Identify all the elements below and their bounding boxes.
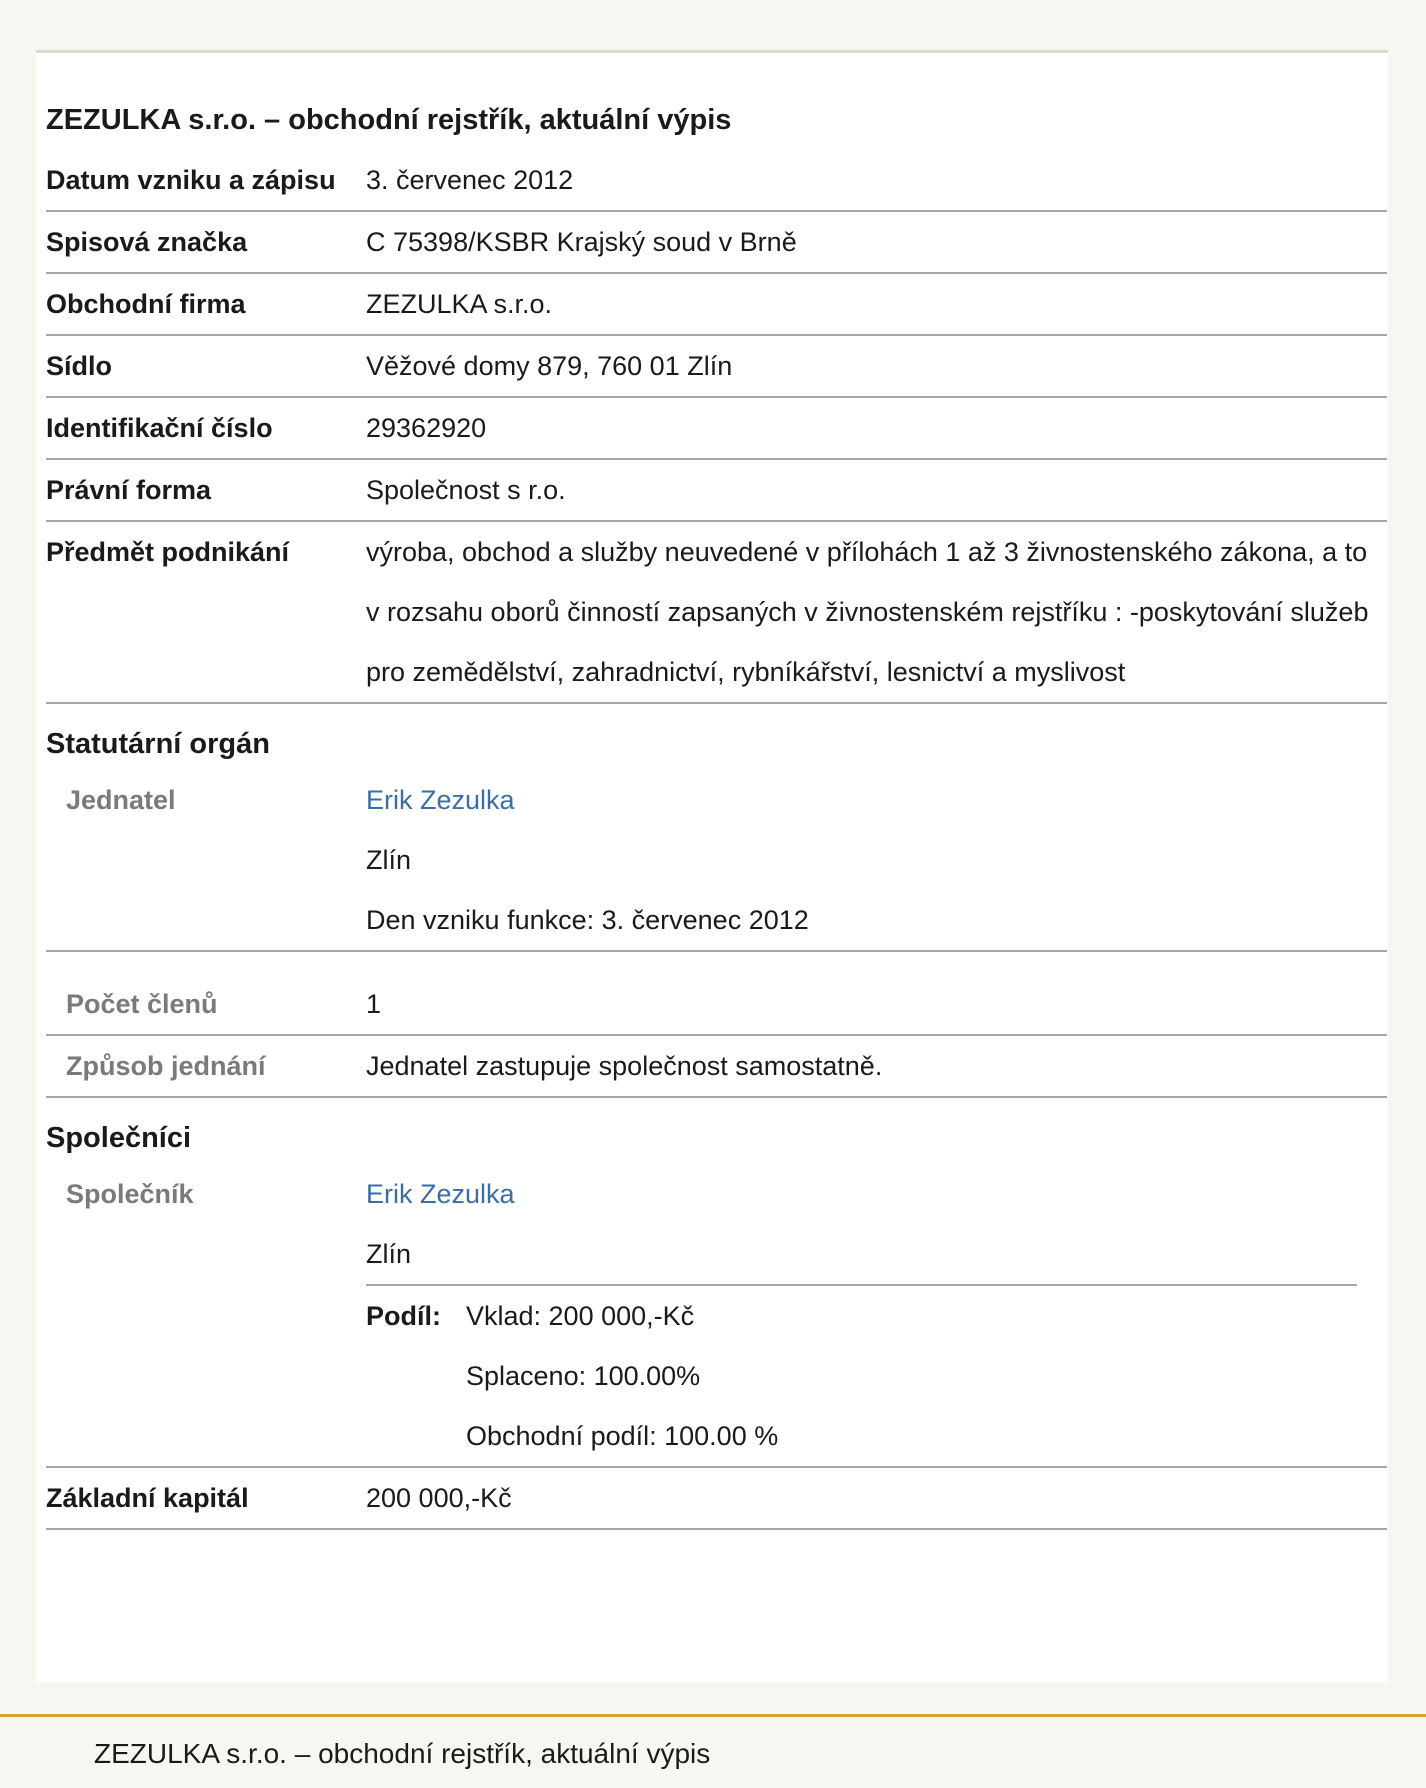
- spolecnik-city: Zlín: [366, 1239, 412, 1269]
- datum-label: Datum vzniku a zápisu: [46, 165, 336, 195]
- row-ico: [46, 398, 1387, 460]
- datum-value: 3. červenec 2012: [366, 165, 574, 195]
- predmet-label: Předmět podnikání: [46, 537, 290, 567]
- register-table: [46, 150, 1387, 1530]
- spis-value: C 75398/KSBR Krajský soud v Brně: [366, 227, 797, 257]
- spolecnici-heading: Společníci: [46, 1122, 192, 1154]
- jednatel-label: Jednatel: [66, 785, 176, 815]
- jednatel-details: [366, 770, 1387, 950]
- podil-block: [366, 1286, 1387, 1466]
- firma-value: ZEZULKA s.r.o.: [366, 289, 553, 319]
- jednatel-since: Den vzniku funkce: 3. červenec 2012: [366, 905, 809, 935]
- row-pocet: [46, 952, 1387, 1036]
- spolecnik-details: [366, 1164, 1387, 1466]
- spolecnik-name-link[interactable]: Erik Zezulka: [366, 1179, 515, 1209]
- kapital-value: 200 000,-Kč: [366, 1483, 512, 1513]
- row-predmet: [46, 522, 1387, 704]
- zpusob-label: Způsob jednání: [66, 1051, 266, 1081]
- predmet-value: výroba, obchod a služby neuvedené v přílohách 1 až 3 živnostenského zákona, a to v rozsahu oborů činností zapsaných v živnostenském rejstříku : -poskytování služeb pro zemědělství, zahradnictví, rybníkářství, lesnictví a myslivost: [366, 537, 1369, 687]
- ico-value: 29362920: [366, 413, 487, 443]
- row-spolecnik: [46, 1164, 1387, 1468]
- row-zpusob: [46, 1036, 1387, 1098]
- podil-values: [466, 1286, 778, 1466]
- kapital-label: Základní kapitál: [46, 1483, 249, 1513]
- forma-value: Společnost s r.o.: [366, 475, 566, 505]
- statutarni-heading: Statutární orgán: [46, 728, 270, 760]
- firma-label: Obchodní firma: [46, 289, 246, 319]
- spolecnik-label: Společník: [66, 1179, 194, 1209]
- pocet-label: Počet členů: [66, 989, 218, 1019]
- row-sidlo: [46, 336, 1387, 398]
- jednatel-city: Zlín: [366, 845, 412, 875]
- row-spis: [46, 212, 1387, 274]
- sidlo-value: Věžové domy 879, 760 01 Zlín: [366, 351, 733, 381]
- jednatel-name-link[interactable]: Erik Zezulka: [366, 785, 515, 815]
- sidlo-label: Sídlo: [46, 351, 112, 381]
- forma-label: Právní forma: [46, 475, 212, 505]
- row-kapital: [46, 1468, 1387, 1530]
- pocet-value: 1: [366, 989, 382, 1019]
- splaceno-value: Splaceno: 100.00%: [466, 1361, 701, 1391]
- vklad-value: Vklad: 200 000,-Kč: [466, 1301, 695, 1331]
- podil-label: Podíl:: [366, 1301, 441, 1331]
- footer-divider: [0, 1714, 1426, 1717]
- page-title: ZEZULKA s.r.o. – obchodní rejstřík, aktuální výpis: [46, 104, 732, 136]
- row-forma: [46, 460, 1387, 522]
- obchodni-podil-value: Obchodní podíl: 100.00 %: [466, 1421, 779, 1451]
- row-firma: [46, 274, 1387, 336]
- spis-label: Spisová značka: [46, 227, 248, 257]
- row-jednatel: [46, 770, 1387, 952]
- ico-label: Identifikační číslo: [46, 413, 273, 443]
- zpusob-value: Jednatel zastupuje společnost samostatně.: [366, 1051, 883, 1081]
- footer-title: ZEZULKA s.r.o. – obchodní rejstřík, aktuální výpis: [94, 1738, 711, 1769]
- row-datum: [46, 150, 1387, 212]
